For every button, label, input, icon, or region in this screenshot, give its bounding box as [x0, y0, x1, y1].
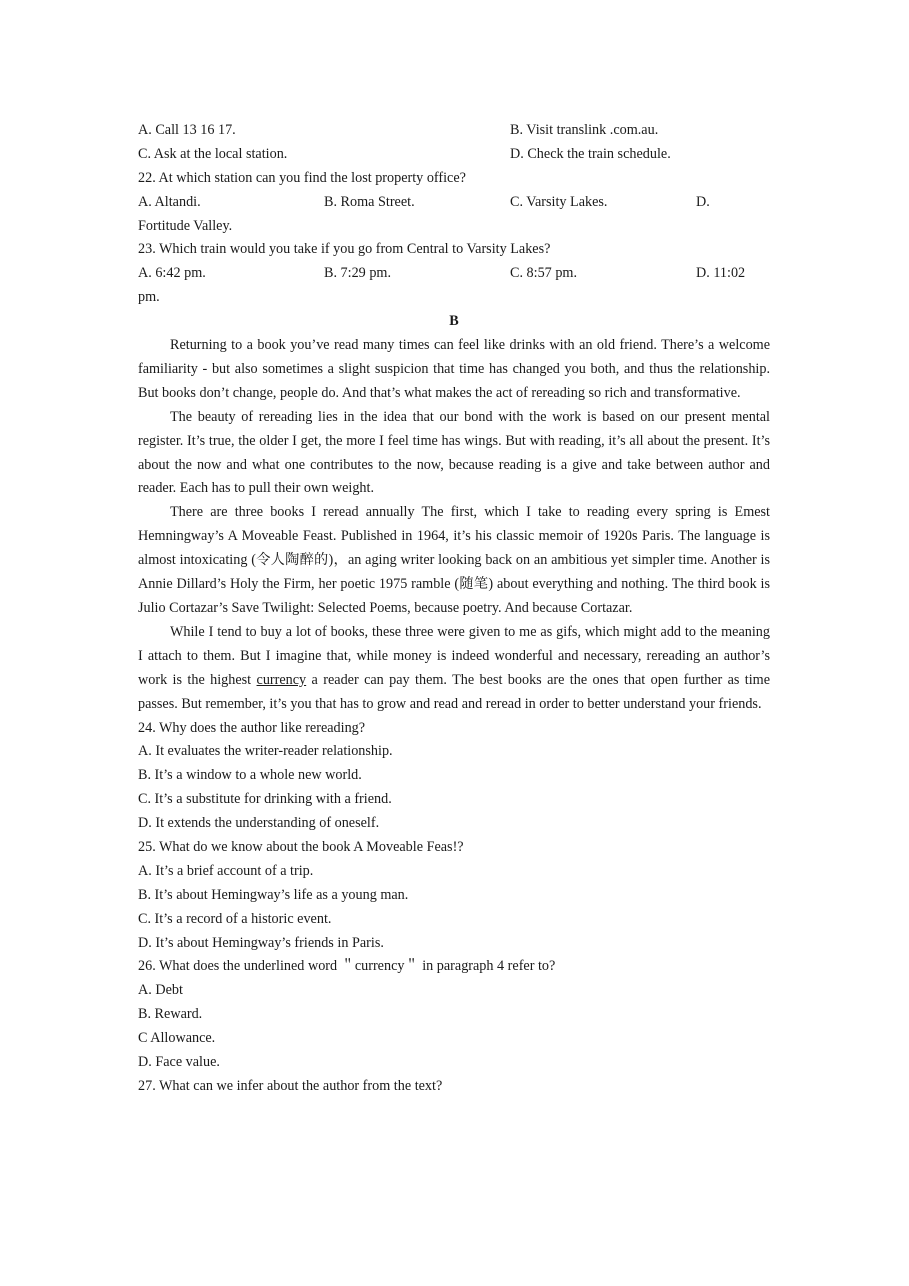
q24-option-a: A. It evaluates the writer-reader relationship. [138, 743, 393, 760]
q25-option-b: B. It’s about Hemingway’s life as a young man. [138, 886, 409, 903]
q24-option-b: B. It’s a window to a whole new world. [138, 767, 362, 784]
q22-option-b: B. Roma Street. [324, 193, 415, 210]
q25-option-a: A. It’s a brief account of a trip. [138, 862, 314, 879]
q22-option-d-label: D. [696, 193, 710, 210]
q21-options-row-2 [138, 143, 770, 167]
passage-paragraph-3: There are three books I reread annually The first, which I take to reading every spring is Emest Hemningway’s A Moveable Feast. Published in 1964, it’s his classic memoir of 1920s Paris. The language is almost intoxicating (令人陶醉的)，an aging writer looking back on an ambitious yet simpler time. Another is Annie Dillard’s Holy the Firm, her poetic 1975 ramble (随笔) about everything and nothing. The third book is Julio Cortazar’s Save Twilight: Selected Poems, because poetry. And because Cortazar. [138, 504, 770, 616]
q21-option-b: B. Visit translink .com.au. [510, 122, 659, 138]
q25-option-d: D. It’s about Hemingway’s friends in Paris. [138, 934, 384, 951]
q26-option-d: D. Face value. [138, 1053, 220, 1070]
q26-question: 26. What does the underlined word ＂currency＂ in paragraph 4 refer to? [138, 958, 556, 975]
q22-option-c: C. Varsity Lakes. [510, 193, 608, 210]
q23-option-a: A. 6:42 pm. [138, 265, 206, 282]
q25-option-c: C. It’s a record of a historic event. [138, 910, 332, 927]
q22-option-a: A. Altandi. [138, 193, 201, 210]
q22-option-d-text: Fortitude Valley. [138, 217, 233, 234]
q23-question: 23. Which train would you take if you go from Central to Varsity Lakes? [138, 241, 551, 258]
q25-question: 25. What do we know about the book A Moveable Feas!? [138, 838, 464, 855]
q23-option-b: B. 7:29 pm. [324, 265, 392, 282]
passage-paragraph-4 [138, 621, 770, 717]
q24-option-c: C. It’s a substitute for drinking with a friend. [138, 791, 392, 808]
q24-question: 24. Why does the author like rereading? [138, 719, 366, 736]
page-content [138, 119, 770, 1099]
section-b-heading: B [449, 313, 459, 330]
passage-paragraph-1: Returning to a book you’ve read many times can feel like drinks with an old friend. There’s a welcome familiarity - but also sometimes a slight suspicion that time has changed you both, and thus the relationship. But books don’t change, people do. And that’s what makes the act of rereading so rich and transformative. [138, 337, 770, 401]
q24-option-d: D. It extends the understanding of oneself. [138, 815, 380, 832]
q22-question: 22. At which station can you find the lost property office? [138, 169, 466, 186]
paragraph-4-text-after: a reader can pay them. The best books are the ones that open further as time passes. But remember, it’s you that has to grow and read and reread in order to better understand your friends. [138, 671, 771, 712]
q23-option-c: C. 8:57 pm. [510, 265, 578, 282]
paragraph-4-text-before: While I tend to buy a lot of books, these three were given to me as gifs, which might add to the meaning I attach to them. But I imagine that, while money is indeed wonderful and necessary, rereading an author’s work is the highest [138, 623, 770, 688]
q21-option-c: C. Ask at the local station. [138, 145, 288, 162]
q26-option-c: C Allowance. [138, 1030, 216, 1047]
q23-option-d-text: pm. [138, 289, 160, 306]
q21-option-d: D. Check the train schedule. [510, 145, 671, 162]
underlined-word-currency: currency [256, 671, 307, 688]
q27-question: 27. What can we infer about the author from the text? [138, 1077, 443, 1094]
q26-option-a: A. Debt [138, 982, 183, 999]
q23-option-d-label: D. 11:02 [696, 265, 746, 282]
q26-option-b: B. Reward. [138, 1006, 203, 1023]
q22-options-row [138, 191, 770, 215]
passage-paragraph-2: The beauty of rereading lies in the idea that our bond with the work is based on our present mental register. It’s true, the older I get, the more I feel time has wings. But with reading, it’s all about the present. It’s about the now and what one contributes to the now, because reading is a give and take between author and reader. Each has to pull their own weight. [138, 408, 770, 497]
q23-options-row [138, 262, 770, 286]
q21-option-a: A. Call 13 16 17. [138, 122, 236, 138]
q21-options-row-1 [138, 119, 770, 143]
